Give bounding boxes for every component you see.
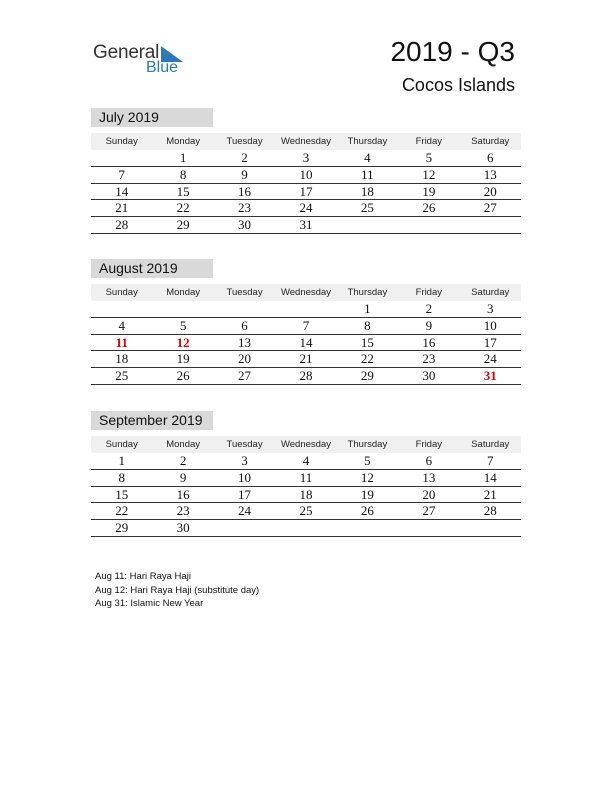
day-cell: 1 (179, 150, 187, 165)
day-cell: 23 (176, 503, 190, 519)
day-cell: 16 (176, 486, 190, 502)
calendar-grid (91, 284, 521, 385)
weekday-label: Thursday (347, 287, 388, 298)
day-cell: 3 (302, 150, 310, 165)
week-row (91, 487, 521, 504)
page-title: 2019 - Q3 (390, 36, 515, 67)
weekday-label: Sunday (105, 136, 138, 147)
weekday-label: Wednesday (280, 439, 331, 450)
weekday-label: Sunday (105, 287, 138, 298)
week-row (91, 217, 521, 234)
day-cell: 1 (364, 301, 371, 316)
day-cell: 22 (115, 503, 129, 519)
day-cell: 7 (486, 453, 494, 468)
weekday-label: Monday (166, 136, 201, 147)
day-cell: 24 (299, 200, 313, 216)
day-cell: 6 (241, 317, 248, 333)
day-cell: 2 (179, 453, 187, 468)
day-cell: 18 (299, 486, 313, 502)
day-cell: 16 (238, 183, 252, 199)
calendar-grid (91, 133, 521, 234)
day-cell: 22 (176, 200, 190, 216)
day-cell: 5 (179, 317, 187, 333)
day-cell: 9 (179, 469, 187, 485)
weekday-label: Wednesday (280, 287, 331, 298)
day-cell: 2 (425, 301, 433, 316)
day-cell: 2 (241, 150, 248, 165)
day-cell: 21 (483, 486, 497, 502)
week-row (91, 503, 521, 520)
day-cell: 8 (179, 166, 187, 182)
day-cell: 15 (176, 183, 190, 199)
day-cell: 6 (425, 453, 433, 468)
weekday-header-row (91, 436, 521, 453)
day-cell (214, 520, 275, 536)
holiday-day-cell: 11 (115, 334, 128, 350)
day-cell: 18 (360, 183, 374, 199)
weekday-label: Saturday (471, 136, 510, 147)
day-cell: 13 (422, 469, 436, 485)
logo (93, 42, 203, 82)
week-row (91, 351, 521, 368)
day-cell: 27 (422, 503, 436, 519)
day-cell (460, 520, 521, 536)
week-row (91, 368, 521, 385)
day-cell: 17 (483, 334, 497, 350)
week-row (91, 318, 521, 335)
day-cell: 25 (115, 368, 129, 384)
day-cell: 19 (422, 183, 436, 199)
day-cell: 10 (483, 317, 497, 333)
day-cell (91, 150, 152, 166)
day-cell (460, 217, 521, 233)
day-cell: 30 (238, 217, 252, 233)
day-cell: 29 (176, 217, 190, 233)
day-cell: 28 (115, 217, 129, 233)
day-cell (398, 520, 459, 536)
day-cell: 23 (422, 351, 436, 367)
weekday-label: Friday (415, 136, 443, 147)
day-cell: 10 (299, 166, 313, 182)
holiday-day-cell: 31 (483, 368, 497, 384)
day-cell (275, 301, 336, 317)
day-cell (337, 520, 398, 536)
day-cell: 3 (241, 453, 248, 468)
day-cell: 3 (486, 301, 494, 316)
week-row (91, 470, 521, 487)
day-cell: 15 (360, 334, 374, 350)
weekday-label: Tuesday (226, 439, 263, 450)
day-cell (214, 301, 275, 317)
day-cell: 17 (238, 486, 252, 502)
weekday-label: Monday (166, 439, 201, 450)
logo-blue-text: Blue (146, 59, 179, 76)
week-row (91, 184, 521, 201)
day-cell: 30 (422, 368, 436, 384)
day-cell (91, 301, 152, 317)
day-cell (152, 301, 213, 317)
day-cell: 8 (364, 317, 371, 333)
day-cell: 11 (361, 166, 374, 182)
day-cell: 19 (360, 486, 374, 502)
holiday-note: Aug 11: Hari Raya Haji (95, 571, 191, 582)
month-label: July 2019 (91, 108, 213, 127)
day-cell: 30 (176, 520, 190, 536)
day-cell: 25 (360, 200, 374, 216)
week-row (91, 167, 521, 184)
day-cell: 24 (483, 351, 497, 367)
logo-general-text: General (93, 42, 160, 63)
day-cell: 6 (486, 150, 494, 165)
weekday-header-row (91, 133, 521, 150)
day-cell (275, 520, 336, 536)
day-cell: 15 (115, 486, 129, 502)
day-cell: 21 (299, 351, 313, 367)
month-july (91, 108, 521, 234)
weekday-label: Wednesday (280, 136, 331, 147)
weekday-label: Saturday (471, 439, 510, 450)
day-cell: 23 (238, 200, 252, 216)
day-cell: 14 (483, 469, 497, 485)
day-cell: 4 (118, 317, 125, 333)
day-cell: 8 (118, 469, 125, 485)
day-cell: 16 (422, 334, 436, 350)
day-cell: 26 (360, 503, 374, 519)
weekday-label: Friday (415, 287, 443, 298)
day-cell: 20 (422, 486, 436, 502)
holiday-note: Aug 31: Islamic New Year (95, 598, 204, 609)
month-september (91, 411, 521, 537)
week-row (91, 520, 521, 537)
day-cell: 12 (360, 469, 374, 485)
weekday-label: Friday (415, 439, 443, 450)
month-label: September 2019 (91, 411, 213, 430)
week-row (91, 200, 521, 217)
day-cell: 29 (115, 520, 129, 536)
day-cell: 12 (422, 166, 436, 182)
day-cell: 11 (299, 469, 313, 485)
day-cell: 13 (483, 166, 497, 182)
day-cell: 24 (238, 503, 252, 519)
month-label: August 2019 (91, 259, 213, 278)
page-subtitle: Cocos Islands (401, 75, 515, 95)
day-cell: 21 (115, 200, 129, 216)
calendar-grid (91, 436, 521, 537)
holiday-notes (95, 570, 259, 611)
day-cell: 22 (360, 351, 374, 367)
day-cell: 28 (299, 368, 313, 384)
weekday-label: Tuesday (226, 136, 263, 147)
day-cell: 13 (238, 334, 252, 350)
week-row (91, 453, 521, 470)
day-cell: 29 (360, 368, 374, 384)
day-cell (337, 217, 398, 233)
day-cell: 9 (425, 317, 433, 333)
day-cell: 31 (299, 217, 313, 233)
month-august (91, 259, 521, 385)
weekday-header-row (91, 284, 521, 301)
day-cell: 25 (299, 503, 313, 519)
weekday-label: Thursday (347, 439, 388, 450)
day-cell: 7 (302, 317, 310, 333)
weekday-label: Monday (166, 287, 201, 298)
day-cell: 10 (238, 469, 252, 485)
week-row (91, 301, 521, 318)
weekday-label: Thursday (347, 136, 388, 147)
day-cell: 20 (483, 183, 497, 199)
day-cell: 27 (483, 200, 497, 216)
weekday-label: Tuesday (226, 287, 263, 298)
day-cell: 17 (299, 183, 313, 199)
week-row (91, 335, 521, 352)
day-cell: 4 (364, 150, 371, 165)
day-cell: 5 (425, 150, 433, 165)
day-cell: 5 (364, 453, 371, 468)
weekday-label: Saturday (471, 287, 510, 298)
day-cell: 26 (176, 368, 190, 384)
holiday-note: Aug 12: Hari Raya Haji (substitute day) (95, 584, 260, 596)
day-cell: 19 (176, 351, 190, 367)
day-cell: 18 (115, 351, 129, 367)
day-cell: 20 (238, 351, 252, 367)
weekday-label: Sunday (105, 439, 138, 450)
day-cell: 1 (118, 453, 125, 468)
day-cell: 14 (115, 183, 129, 199)
week-row (91, 150, 521, 167)
day-cell: 9 (241, 166, 248, 182)
day-cell: 4 (302, 453, 310, 468)
day-cell: 7 (118, 166, 125, 182)
day-cell: 14 (299, 334, 313, 350)
day-cell: 28 (483, 503, 497, 519)
day-cell: 27 (238, 368, 252, 384)
day-cell: 26 (422, 200, 436, 216)
day-cell (398, 217, 459, 233)
holiday-day-cell: 12 (176, 334, 190, 350)
